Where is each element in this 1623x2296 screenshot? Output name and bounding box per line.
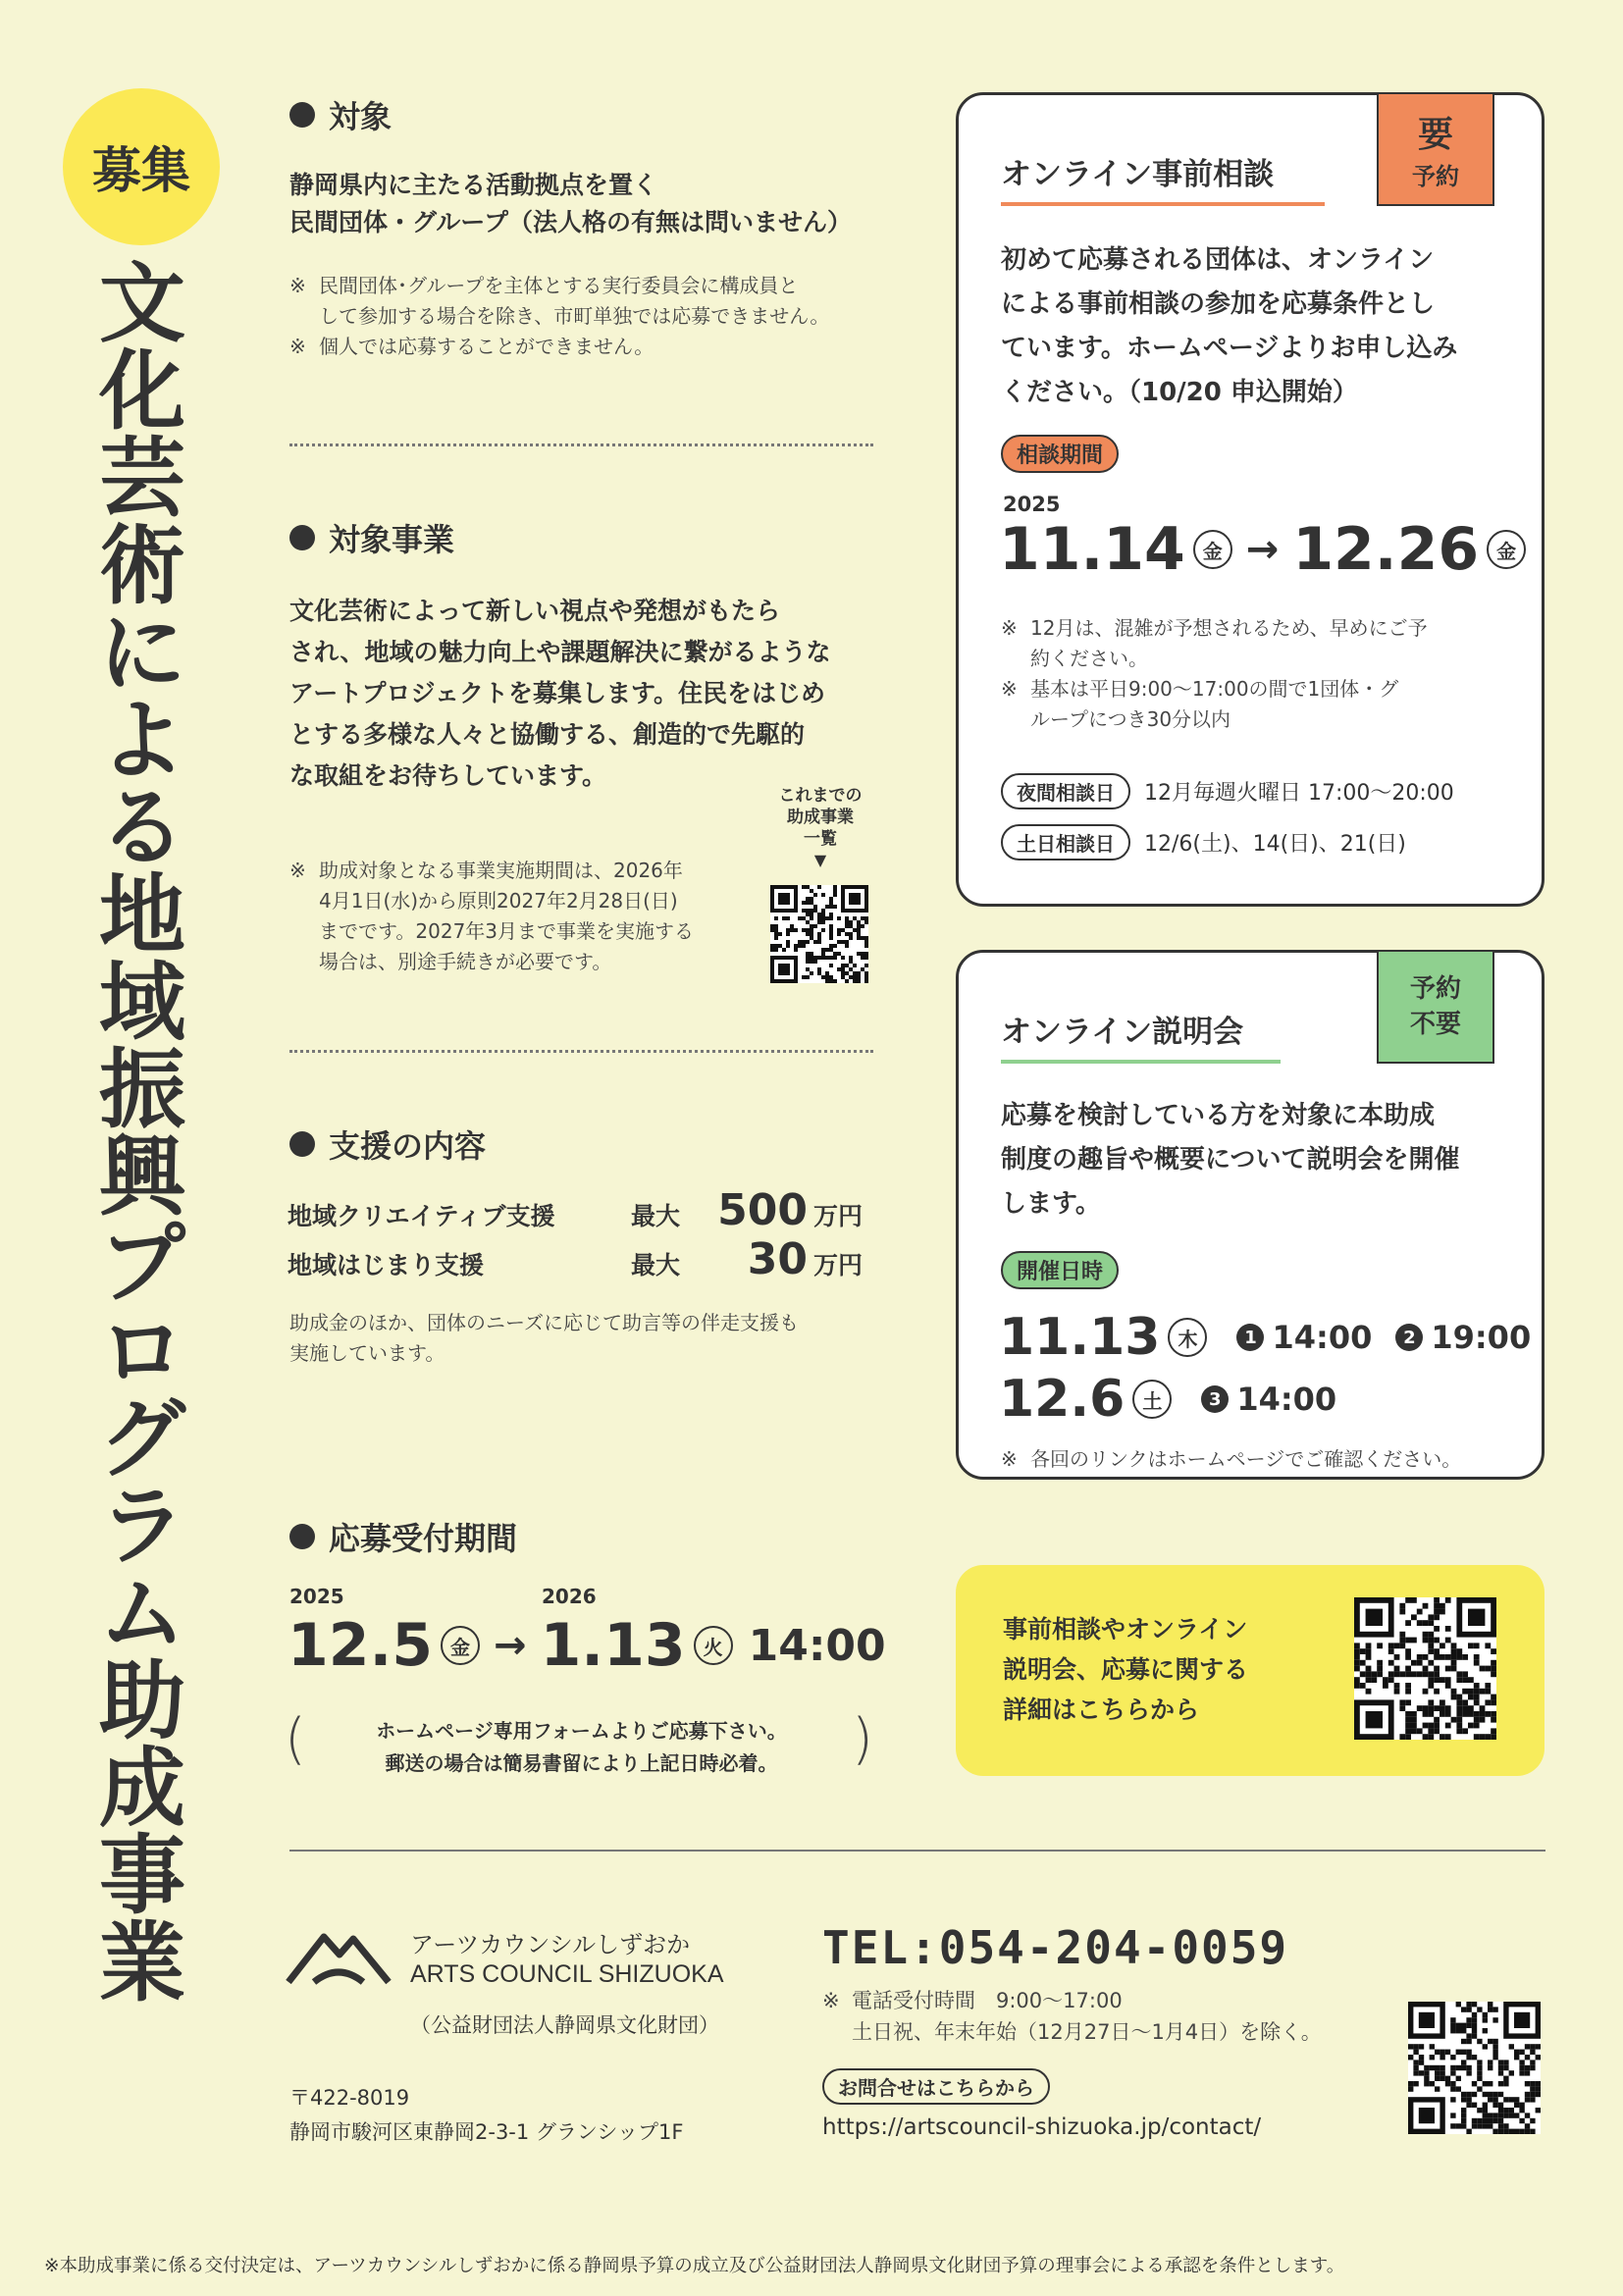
- title-char: 興: [98, 1126, 185, 1227]
- target-text: 静岡県内に主たる活動拠点を置く 民間団体・グループ（法人格の有無は問いません）: [289, 171, 853, 236]
- title-underline: [1001, 202, 1325, 206]
- apply-note: ホームページ専用フォームよりご応募下さい。 郵送の場合は簡易書留により上記日時必着。: [376, 1719, 787, 1775]
- briefing-session-row-1: 11.13 木 1 14:00 2 19:00: [999, 1308, 1532, 1367]
- arrow-right-icon: →: [1245, 527, 1280, 572]
- section-target-heading: 対象: [289, 92, 392, 137]
- night-consult-row: 夜間相談日 12月毎週火曜日 17:00〜20:00: [1001, 773, 1454, 809]
- paren-close: ): [852, 1707, 873, 1771]
- info-box-text: 事前相談やオンライン 説明会、応募に関する 詳細はこちらから: [1003, 1615, 1249, 1724]
- title-char: 化: [98, 340, 185, 442]
- briefing-session-row-2: 12.6 土 3 14:00: [999, 1370, 1337, 1429]
- support-note: 助成金のほか、団体のニーズに応じて助言等の伴走支援も 実施しています。: [289, 1311, 799, 1365]
- title-char: 文: [98, 253, 185, 354]
- bullet-icon: [289, 525, 315, 550]
- title-char: に: [98, 602, 185, 704]
- section-apply-heading: 応募受付期間: [289, 1514, 517, 1559]
- support-table: [288, 1185, 876, 1283]
- consultation-text: 初めて応募される団体は、オンライン による事前相談の参加を応募条件とし ています。ホームページよりお申し込み ください。（10/20 申込開始）: [1001, 245, 1458, 407]
- title-char: 助: [98, 1650, 185, 1751]
- org-parent: （公益財団法人静岡県文化財団）: [410, 2013, 719, 2037]
- title-char: 振: [98, 1039, 185, 1140]
- consultation-title: オンライン事前相談: [1001, 157, 1275, 192]
- project-text: 文化芸術によって新しい視点や発想がもたら され、地域の魅力向上や課題解決に繋がるような アートプロジェクトを募集します。住民をはじめ とする多様な人々と協働する、創造的で先駆的 な取組をお待ちしています。: [289, 597, 831, 790]
- triangle-down-icon: ▼: [813, 851, 827, 869]
- org-name-en: ARTS COUNCIL SHIZUOKA: [410, 1960, 724, 1988]
- bullet-icon: [289, 1131, 315, 1157]
- title-char: 術: [98, 515, 185, 616]
- period-label: 相談期間: [1001, 435, 1119, 473]
- address: 静岡市駿河区東静岡2-3-1 グランシップ1F: [289, 2120, 684, 2144]
- phone-hours: ※ 電話受付時間 9:00〜17:00: [822, 1989, 1123, 2012]
- number-3-icon: 3: [1201, 1385, 1229, 1413]
- arts-council-logo-icon: [285, 1923, 393, 1988]
- recruit-badge: 募集: [63, 88, 220, 245]
- reservation-required-tag: 要 予約: [1377, 92, 1494, 206]
- past-projects-label: これまでの 助成事業 一覧 ▼: [765, 785, 875, 871]
- apply-year-to: 2026: [542, 1585, 597, 1608]
- title-char: 成: [98, 1738, 185, 1839]
- bullet-icon: [289, 1524, 315, 1549]
- briefing-title: オンライン説明会: [1001, 1015, 1244, 1050]
- phone-number[interactable]: TEL:054-204-0059: [822, 1921, 1289, 1974]
- inquiry-label: お問合せはこちらから: [822, 2068, 1050, 2105]
- arrow-right-icon: →: [494, 1623, 527, 1668]
- title-char: 事: [98, 1825, 185, 1926]
- no-reservation-tag: 予約 不要: [1377, 950, 1494, 1064]
- title-underline: [1001, 1060, 1281, 1064]
- project-note: ※ 助成対象となる事業実施期間は、2026年 4月1日(水)から原則2027年2月28日(日) までです。2027年3月まで事業を実施する 場合は、別途手続きが必要です。: [289, 859, 695, 973]
- bullet-icon: [289, 102, 315, 128]
- title-char: ム: [98, 1563, 185, 1664]
- closed-days: 土日祝、年末年始（12月27日〜1月4日）を除く。: [852, 2020, 1322, 2044]
- apply-dates: 12.5 金 → 1.13 火 14:00: [288, 1611, 886, 1680]
- org-name-ja: アーツカウンシルしずおか: [410, 1931, 691, 1958]
- support-row: 地域はじまり支援 最大 30 万円: [288, 1234, 864, 1284]
- weekend-consult-row: 土日相談日 12/6(土)、14(日)、21(日): [1001, 824, 1406, 861]
- qr-code-details[interactable]: [1354, 1597, 1496, 1740]
- title-char: ラ: [98, 1476, 185, 1577]
- section-project-heading: 対象事業: [289, 515, 454, 560]
- consult-year: 2025: [1003, 493, 1061, 516]
- title-char: 芸: [98, 428, 185, 529]
- consult-dates: 11.14 金 → 12.26 金: [999, 515, 1526, 584]
- apply-year-from: 2025: [289, 1585, 344, 1608]
- vertical-title: [88, 253, 196, 2013]
- title-char: 地: [98, 864, 185, 965]
- title-char: ロ: [98, 1301, 185, 1402]
- title-char: 域: [98, 952, 185, 1053]
- support-row: 地域クリエイティブ支援 最大 500 万円: [288, 1185, 864, 1235]
- title-char: る: [98, 777, 185, 878]
- qr-code-contact[interactable]: [1408, 2002, 1541, 2134]
- divider: [289, 1050, 873, 1053]
- number-2-icon: 2: [1395, 1324, 1423, 1351]
- section-support-heading: 支援の内容: [289, 1122, 486, 1167]
- postal-code: 〒422-8019: [289, 2086, 410, 2110]
- title-char: よ: [98, 690, 185, 791]
- contact-url-link[interactable]: https://artscouncil-shizuoka.jp/contact/: [822, 2114, 1262, 2140]
- target-notes: ※ 民間団体･グループを主体とする実行委員会に構成員と して参加する場合を除き、市町単独では応募できません。 ※ 個人では応募することができません。: [289, 274, 830, 358]
- title-char: グ: [98, 1388, 185, 1489]
- paren-open: (: [285, 1707, 306, 1771]
- title-char: プ: [98, 1214, 185, 1315]
- title-char: 業: [98, 1912, 185, 2013]
- divider: [289, 444, 873, 446]
- date-label: 開催日時: [1001, 1251, 1119, 1289]
- footer-separator: [289, 1850, 1545, 1852]
- number-1-icon: 1: [1236, 1324, 1264, 1351]
- qr-code-past-projects[interactable]: [770, 885, 868, 983]
- consult-notes: ※ 12月は、混雑が予想されるため、早めにご予 約ください。 ※ 基本は平日9:00〜17:00の間で1団体・グ ループにつき30分以内: [1001, 616, 1428, 731]
- briefing-text: 応募を検討している方を対象に本助成 制度の趣旨や概要について説明会を開催 します。: [1001, 1101, 1460, 1219]
- footer-disclaimer: ※本助成事業に係る交付決定は、アーツカウンシルしずおかに係る静岡県予算の成立及び公益財団法人静岡県文化財団予算の理事会による承認を条件とします。: [44, 2256, 1345, 2276]
- briefing-note: ※ 各回のリンクはホームページでご確認ください。: [1001, 1447, 1462, 1471]
